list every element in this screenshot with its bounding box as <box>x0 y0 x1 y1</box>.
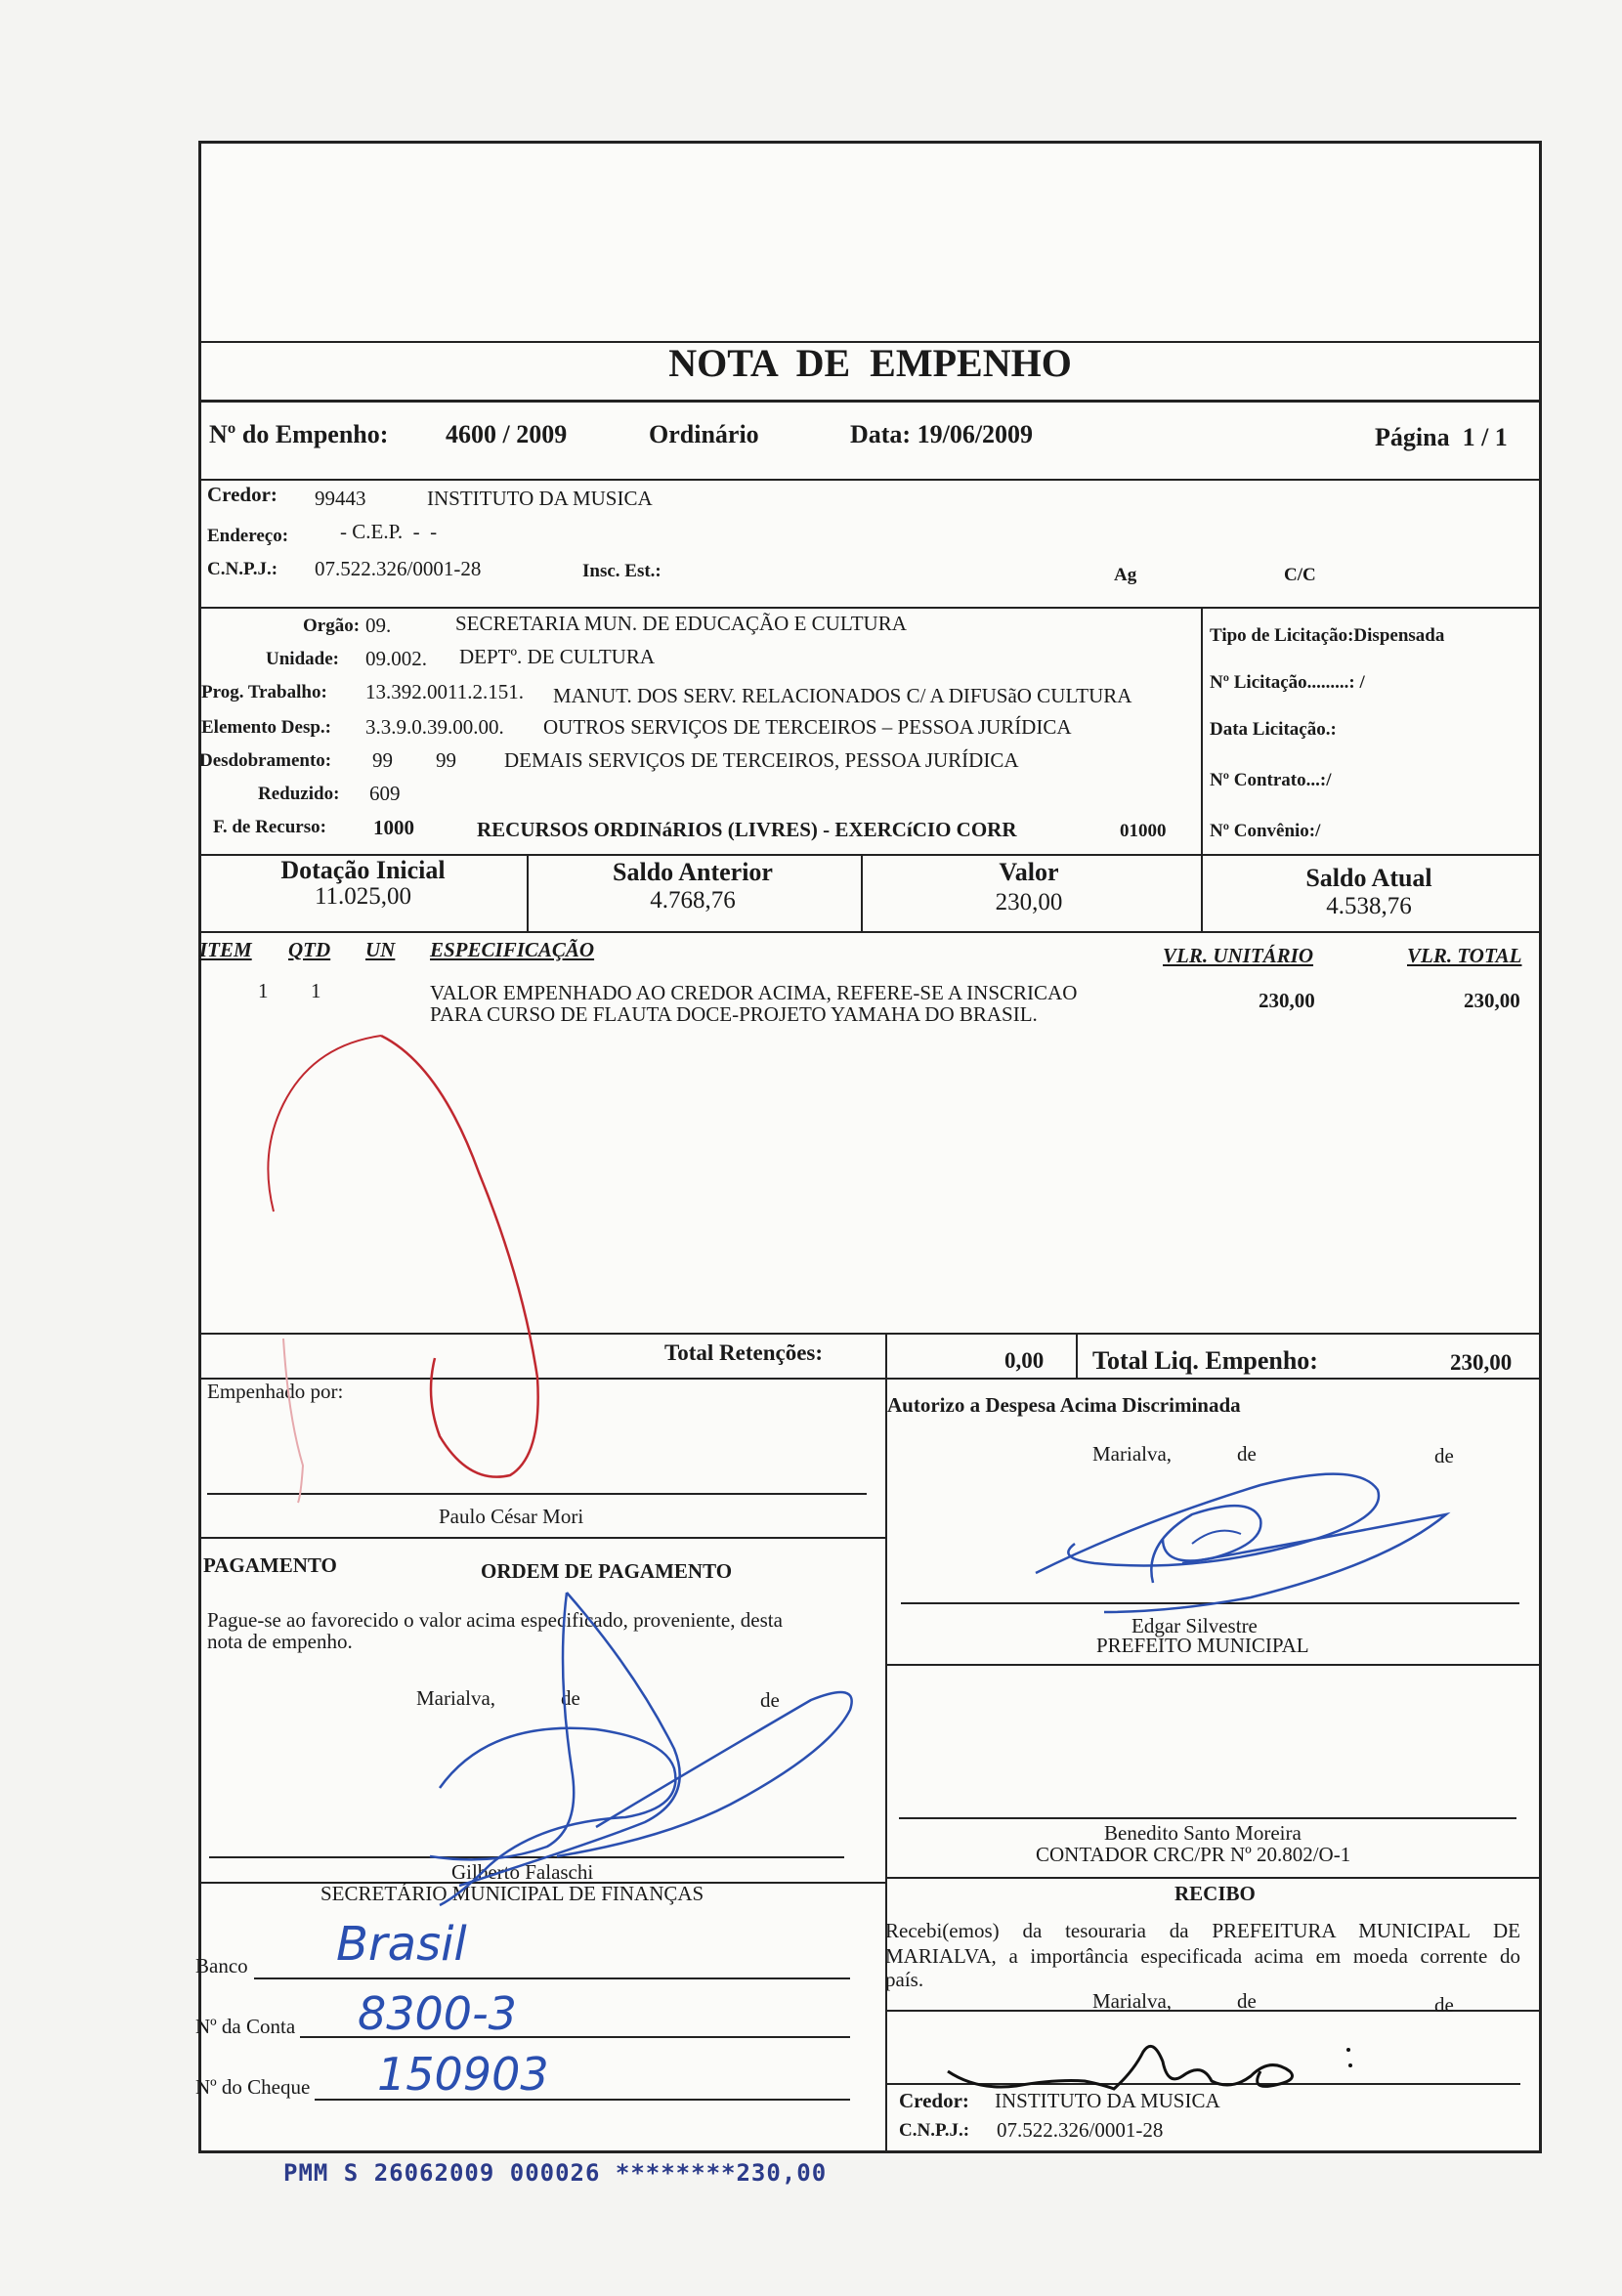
prog-code: 13.392.0011.2.151. <box>365 680 524 703</box>
tipo-licitacao: Tipo de Licitação:Dispensada <box>1210 625 1445 646</box>
cnpj-label: C.N.P.J.: <box>207 559 278 579</box>
endereco-label: Endereço: <box>207 526 289 546</box>
secretario-role: SECRETÁRIO MUNICIPAL DE FINANÇAS <box>320 1882 704 1905</box>
item-spec-line2: PARA CURSO DE FLAUTA DOCE-PROJETO YAMAHA DO BRASIL. <box>430 1002 1038 1026</box>
document-title: NOTA DE EMPENHO <box>668 341 1072 385</box>
elemento-label: Elemento Desp.: <box>201 717 331 738</box>
recibo-credor: INSTITUTO DA MUSICA <box>995 2089 1220 2112</box>
empenho-number: 4600 / 2009 <box>446 420 568 448</box>
conta-handwritten: 8300-3 <box>358 1987 517 2040</box>
credor-name: INSTITUTO DA MUSICA <box>427 487 653 510</box>
pagamento-text-line1: Pague-se ao favorecido o valor acima especificado, proveniente, desta <box>207 1608 783 1632</box>
secretario-name: Gilberto Falaschi <box>451 1860 594 1884</box>
endereco: - C.E.P. - - <box>340 520 438 543</box>
total-retencoes-label: Total Retenções: <box>664 1340 824 1365</box>
recurso-name: RECURSOS ORDINáRIOS (LIVRES) - EXERCíCIO CORR <box>477 818 1017 841</box>
total-retencoes-value: 0,00 <box>1004 1348 1045 1373</box>
prog-label: Prog. Trabalho: <box>201 682 327 702</box>
col-vlr-total: VLR. TOTAL <box>1407 944 1522 967</box>
reduzido-label: Reduzido: <box>258 784 340 804</box>
empenhado-name: Paulo César Mori <box>439 1505 584 1528</box>
contador-name: Benedito Santo Moreira <box>1104 1821 1302 1845</box>
unidade-label: Unidade: <box>266 649 339 669</box>
banco-handwritten: Brasil <box>336 1917 467 1972</box>
col-item: ITEM <box>199 938 252 961</box>
unidade-name: DEPTº. DE CULTURA <box>459 645 655 668</box>
autorizo-de2: de <box>1434 1444 1454 1467</box>
insc-est-label: Insc. Est.: <box>582 561 662 581</box>
cheque-handwritten: 150903 <box>377 2048 549 2101</box>
pagamento-label: PAGAMENTO <box>203 1553 337 1577</box>
prefeito-role: PREFEITO MUNICIPAL <box>1096 1634 1309 1657</box>
item-total-value: 230,00 <box>1464 989 1520 1012</box>
cc-label: C/C <box>1284 565 1316 585</box>
pagamento-text-line2: nota de empenho. <box>207 1630 353 1653</box>
recurso-label: F. de Recurso: <box>213 817 326 837</box>
contador-role: CONTADOR CRC/PR Nº 20.802/O-1 <box>1036 1843 1351 1866</box>
saldo-anterior-value: 4.768,76 <box>650 887 736 914</box>
prog-name: MANUT. DOS SERV. RELACIONADOS C/ A DIFUSãO CULTURA <box>553 684 1132 707</box>
recibo-city: Marialva, <box>1092 1989 1173 2013</box>
secretario-signature-icon <box>401 1573 879 1925</box>
desdobramento-code1: 99 <box>372 748 393 772</box>
valor-label: Valor <box>999 858 1059 886</box>
recibo-de2: de <box>1434 1993 1454 2017</box>
empenhado-label: Empenhado por: <box>207 1380 344 1403</box>
valor-value: 230,00 <box>995 889 1063 915</box>
saldo-atual-label: Saldo Atual <box>1305 864 1432 892</box>
convenio: Nº Convênio:/ <box>1210 821 1321 841</box>
orgao-name: SECRETARIA MUN. DE EDUCAÇÃO E CULTURA <box>455 612 907 635</box>
col-qtd: QTD <box>288 938 331 961</box>
item-qtd: 1 <box>311 979 321 1002</box>
recibo-text-line1: Recebi(emos) da tesouraria da PREFEITURA MUNICIPAL DE <box>885 1919 1520 1942</box>
autorizo-city: Marialva, <box>1092 1442 1173 1466</box>
item-number: 1 <box>258 979 269 1002</box>
dotacao-label: Dotação Inicial <box>280 856 446 884</box>
cheque-label: Nº do Cheque <box>195 2075 311 2099</box>
total-liquido-value: 230,00 <box>1450 1350 1513 1375</box>
pagamento-de1: de <box>561 1686 580 1710</box>
recibo-text-line3: país. <box>885 1968 924 1991</box>
pagamento-de2: de <box>760 1688 780 1712</box>
recibo-credor-label: Credor: <box>899 2089 969 2112</box>
empenho-type: Ordinário <box>649 420 759 448</box>
item-spec-line1: VALOR EMPENHADO AO CREDOR ACIMA, REFERE-SE A INSCRICAO <box>430 981 1078 1004</box>
credor-signature-icon <box>938 2032 1358 2110</box>
autorizo-de1: de <box>1237 1442 1257 1466</box>
recibo-label: RECIBO <box>1174 1882 1256 1905</box>
pagamento-city: Marialva, <box>416 1686 496 1710</box>
data-licitacao: Data Licitação.: <box>1210 719 1337 740</box>
desdobramento-name: DEMAIS SERVIÇOS DE TERCEIROS, PESSOA JURÍDICA <box>504 748 1019 772</box>
ordem-pagamento-label: ORDEM DE PAGAMENTO <box>481 1559 733 1583</box>
saldo-atual-value: 4.538,76 <box>1326 893 1412 919</box>
page-number: Página 1 / 1 <box>1375 423 1508 451</box>
col-un: UN <box>365 938 396 961</box>
credor-code: 99443 <box>315 487 366 510</box>
prefeito-signature-icon <box>1016 1466 1485 1632</box>
item-unit-value: 230,00 <box>1259 989 1315 1012</box>
red-pen-mark-icon <box>254 1026 567 1514</box>
col-especificacao: ESPECIFICAÇÃO <box>430 938 595 961</box>
col-vlr-unitario: VLR. UNITÁRIO <box>1163 944 1314 967</box>
banco-label: Banco <box>195 1954 248 1977</box>
ag-label: Ag <box>1114 565 1137 585</box>
empenho-date: Data: 19/06/2009 <box>850 420 1034 448</box>
prefeito-name: Edgar Silvestre <box>1131 1614 1258 1637</box>
contrato: Nº Contrato...:/ <box>1210 770 1332 790</box>
desdobramento-code2: 99 <box>436 748 456 772</box>
total-liquido-label: Total Liq. Empenho: <box>1092 1346 1318 1375</box>
elemento-name: OUTROS SERVIÇOS DE TERCEIROS – PESSOA JURÍDICA <box>543 715 1072 739</box>
saldo-anterior-label: Saldo Anterior <box>613 858 773 886</box>
autorizo-label: Autorizo a Despesa Acima Discriminada <box>887 1393 1241 1417</box>
credor-label: Credor: <box>207 483 277 506</box>
desdobramento-label: Desdobramento: <box>199 750 332 771</box>
numero-licitacao: Nº Licitação.........: / <box>1210 672 1365 693</box>
recurso-code2: 01000 <box>1120 821 1167 841</box>
recibo-cnpj-label: C.N.P.J.: <box>899 2120 970 2141</box>
recurso-code: 1000 <box>373 816 414 839</box>
credor-cnpj: 07.522.326/0001-28 <box>315 557 482 580</box>
empenho-number-label: Nº do Empenho: <box>209 420 389 448</box>
conta-label: Nº da Conta <box>195 2015 296 2038</box>
payment-stamp: PMM S 26062009 000026 ********230,00 <box>283 2159 828 2187</box>
recibo-text-line2: MARIALVA, a importância especificada acima em moeda corrente do <box>885 1944 1520 1968</box>
dotacao-value: 11.025,00 <box>314 883 412 910</box>
unidade-code: 09.002. <box>365 647 427 670</box>
recibo-de1: de <box>1237 1989 1257 2013</box>
elemento-code: 3.3.9.0.39.00.00. <box>365 715 504 739</box>
reduzido: 609 <box>369 782 401 805</box>
orgao-code: 09. <box>365 614 392 637</box>
recibo-cnpj: 07.522.326/0001-28 <box>997 2118 1164 2142</box>
orgao-label: Orgão: <box>303 616 361 636</box>
